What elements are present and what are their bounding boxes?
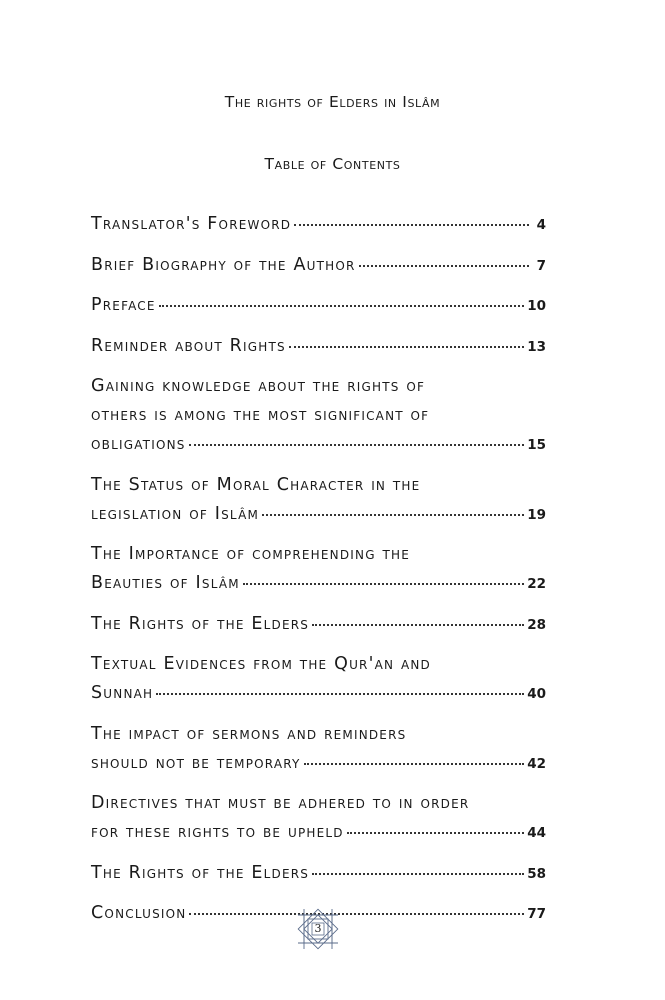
toc-entry-page-number: 13 [527,338,546,355]
toc-entry-page-number: 42 [527,755,546,772]
toc-entry-title-line: The Status of Moral Character in the [91,474,421,495]
running-head: The rights of Elders in Islâm [224,93,441,111]
dot-leader [262,514,524,516]
toc-entry-title-line: Translator's Foreword [91,214,292,234]
toc-entry-title-line: Brief Biography of the Author [91,254,356,275]
toc-entry[interactable] [91,789,546,848]
toc-entry-title-line: Sunnah [91,683,154,703]
dot-leader [312,873,524,875]
toc-entry-title-line: Conclusion [91,903,187,923]
dot-leader [312,624,524,626]
dot-leader [304,763,525,765]
toc-entry-title-line: legislation of Islâm [91,503,260,524]
toc-entry-page-number: 10 [527,298,546,314]
toc-entry-page-number: 22 [527,576,546,592]
toc-entry-title-line: Reminder about Rights [91,335,286,356]
toc-entry-title-line: Directives that must be adhered to in order [91,793,470,813]
toc-entry[interactable] [91,291,546,321]
toc-entry-page-number: 15 [527,437,546,453]
toc-entry-title-line: for these rights to be upheld [91,822,344,842]
toc-entry-title-line: Beauties of Islâm [91,573,240,593]
toc-entry-title-line: Preface [91,295,156,315]
dot-leader [289,346,524,348]
dot-leader [189,913,524,915]
toc-entry-page-number: 44 [527,825,546,841]
toc-entry-title-line: Gaining knowledge about the rights of [91,376,426,396]
toc-entry[interactable] [91,471,546,530]
dot-leader [156,693,524,695]
page-number: 3 [314,922,322,935]
toc-entry-page-number: 19 [527,506,546,523]
toc-entry-page-number: 77 [527,906,546,922]
table-of-contents [91,210,546,940]
dot-leader [347,832,524,834]
toc-entry-page-number: 7 [536,257,546,274]
toc-entry-title-line: The Importance of comprehending the [91,544,411,564]
dot-leader [294,224,529,226]
toc-entry-title-line: The Rights of the Elders [91,613,310,634]
dot-leader [189,444,525,446]
toc-entry-title-line: others is among the most significant of [91,405,430,425]
toc-entry[interactable] [91,610,546,640]
toc-entry-title-line: The impact of sermons and reminders [91,723,407,744]
toc-entry[interactable] [91,540,546,599]
toc-entry-title-line: should not be temporary [91,752,301,773]
toc-entry[interactable] [91,372,546,460]
dot-leader [159,305,525,307]
toc-entry-title-line: obligations [91,434,186,454]
dot-leader [359,265,529,267]
toc-entry-title-line: Textual Evidences from the Qur'an and [91,654,431,674]
toc-entry-page-number: 40 [527,686,546,702]
toc-entry[interactable] [91,251,546,281]
toc-entry-page-number: 58 [527,865,546,882]
toc-entry[interactable] [91,859,546,889]
toc-entry[interactable] [91,210,546,240]
toc-entry[interactable] [91,720,546,779]
toc-entry[interactable] [91,332,546,362]
toc-entry-page-number: 4 [536,217,546,233]
dot-leader [243,583,524,585]
toc-entry-page-number: 28 [527,616,546,633]
toc-entry-title-line: The Rights of the Elders [91,862,310,883]
toc-entry[interactable] [91,650,546,709]
folio [294,905,342,953]
toc-title: Table of Contents [264,155,401,173]
